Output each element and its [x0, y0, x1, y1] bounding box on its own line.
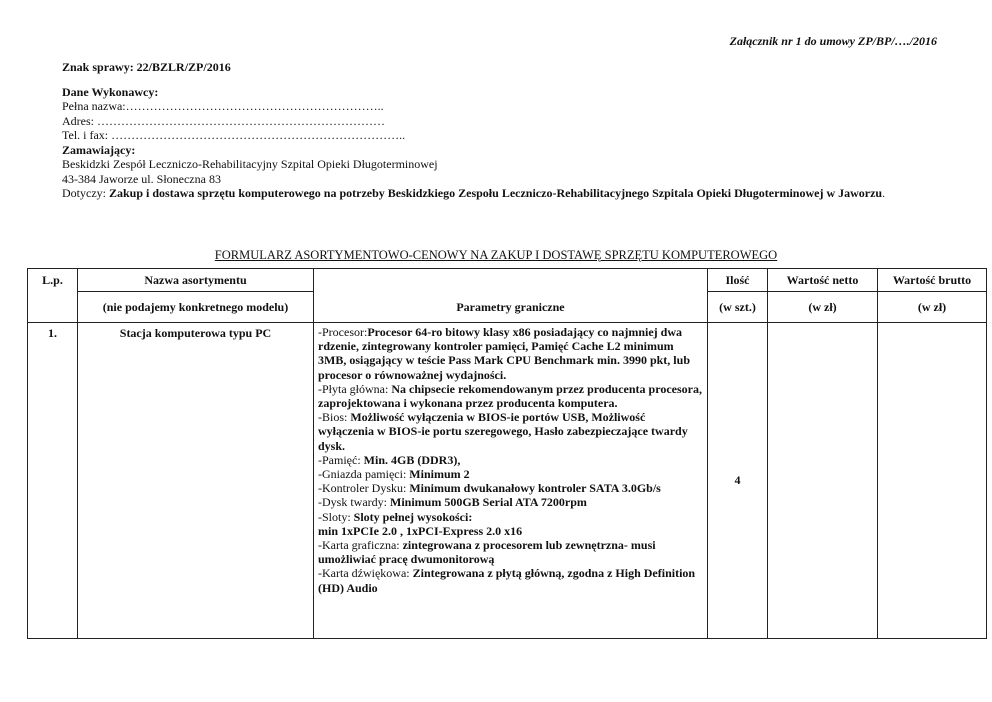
param-memory-slots: -Gniazda pamięci: Minimum 2 — [318, 467, 470, 482]
header-net: Wartość netto — [768, 269, 878, 292]
contractor-heading: Dane Wykonawcy: — [62, 84, 159, 99]
param-graphics-card: -Karta graficzna: zintegrowana z procesorem lub zewnętrzna- musi umożliwiać pracę dwumonitorową — [318, 538, 656, 567]
param-slots: -Sloty: Sloty pełnej wysokości: min 1xPCIe 2.0 , 1xPCI-Express 2.0 x16 — [318, 509, 523, 538]
row-params — [314, 323, 708, 639]
row-net-value-cell[interactable] — [768, 323, 878, 639]
header-params: Parametry graniczne — [314, 269, 708, 323]
param-memory: -Pamięć: Min. 4GB (DDR3), — [318, 452, 461, 467]
row-item-name: Stacja komputerowa typu PC — [78, 323, 314, 639]
form-title: FORMULARZ ASORTYMENTOWO-CENOWY NA ZAKUP I DOSTAWĘ SPRZĘTU KOMPUTEROWEGO — [214, 248, 778, 262]
row-gross-value-cell[interactable] — [878, 323, 987, 639]
ordering-party-address: 43-384 Jaworze ul. Słoneczna 83 — [62, 171, 221, 186]
subject-label: Dotyczy: — [62, 186, 109, 200]
header-gross-unit: (w zł) — [878, 292, 987, 323]
price-form-table — [27, 268, 987, 639]
header-qty-unit: (w szt.) — [708, 292, 768, 323]
subject-line — [62, 186, 922, 201]
case-number: Znak sprawy: 22/BZLR/ZP/2016 — [62, 60, 231, 74]
header-name-note: (nie podajemy konkretnego modelu) — [78, 292, 314, 323]
param-motherboard: -Płyta główna: Na chipsecie rekomendowanym przez producenta procesora, zaprojektowana i wykonana przez producenta komputera. — [318, 381, 702, 411]
row-quantity: 4 — [708, 323, 768, 639]
document-header — [62, 60, 922, 201]
header-net-unit: (w zł) — [768, 292, 878, 323]
table-row — [28, 323, 987, 639]
header-name: Nazwa asortymentu — [78, 269, 314, 292]
param-disk-controller: -Kontroler Dysku: Minimum dwukanałowy kontroler SATA 3.0Gb/s — [318, 481, 661, 496]
ordering-party-name: Beskidzki Zespół Leczniczo-Rehabilitacyjny Szpital Opieki Długoterminowej — [62, 157, 438, 171]
contractor-phone-fax-field: Tel. i fax: ……………………………………………………………….. — [62, 128, 406, 142]
param-processor: -Procesor:Procesor 64-ro bitowy klasy x86 posiadający co najmniej dwa rdzenie, zintegrowany kontroler pamięci, Pamięć Cache L2 minimum 3MB, osiągający w teście Pass Mark CPU Benchmark min. 3990 pkt, lub procesor o równoważnej wydajności. — [318, 325, 690, 382]
subject-text: Zakup i dostawa sprzętu komputerowego na potrzeby Beskidzkiego Zespołu Leczniczo-Rehabilitacyjnego Szpitala Opieki Długoterminowej w Jaworzu — [109, 186, 883, 200]
param-bios: -Bios: Możliwość wyłączenia w BIOS-ie portów USB, Możliwość wyłączenia w BIOS-ie portu szeregowego, Hasło zabezpieczające twardy dysk. — [318, 410, 688, 453]
contractor-address-field: Adres: ……………………………………………………………… — [62, 113, 385, 128]
attachment-label: Załącznik nr 1 do umowy ZP/BP/…./2016 — [729, 34, 937, 48]
ordering-party-heading: Zamawiający: — [62, 142, 136, 157]
header-lp: L.p. — [28, 269, 78, 323]
param-hard-disk: -Dysk twardy: Minimum 500GB Serial ATA 7200rpm — [318, 495, 587, 510]
row-lp: 1. — [28, 323, 78, 639]
subject-end: . — [882, 186, 886, 200]
header-qty: Ilość — [708, 269, 768, 292]
table-header-row — [28, 269, 987, 292]
param-sound-card: -Karta dźwiękowa: Zintegrowana z płytą główną, zgodna z High Definition (HD) Audio — [318, 566, 696, 595]
contractor-full-name-field: Pełna nazwa:……………………………………………………….. — [62, 99, 384, 113]
header-gross: Wartość brutto — [878, 269, 987, 292]
